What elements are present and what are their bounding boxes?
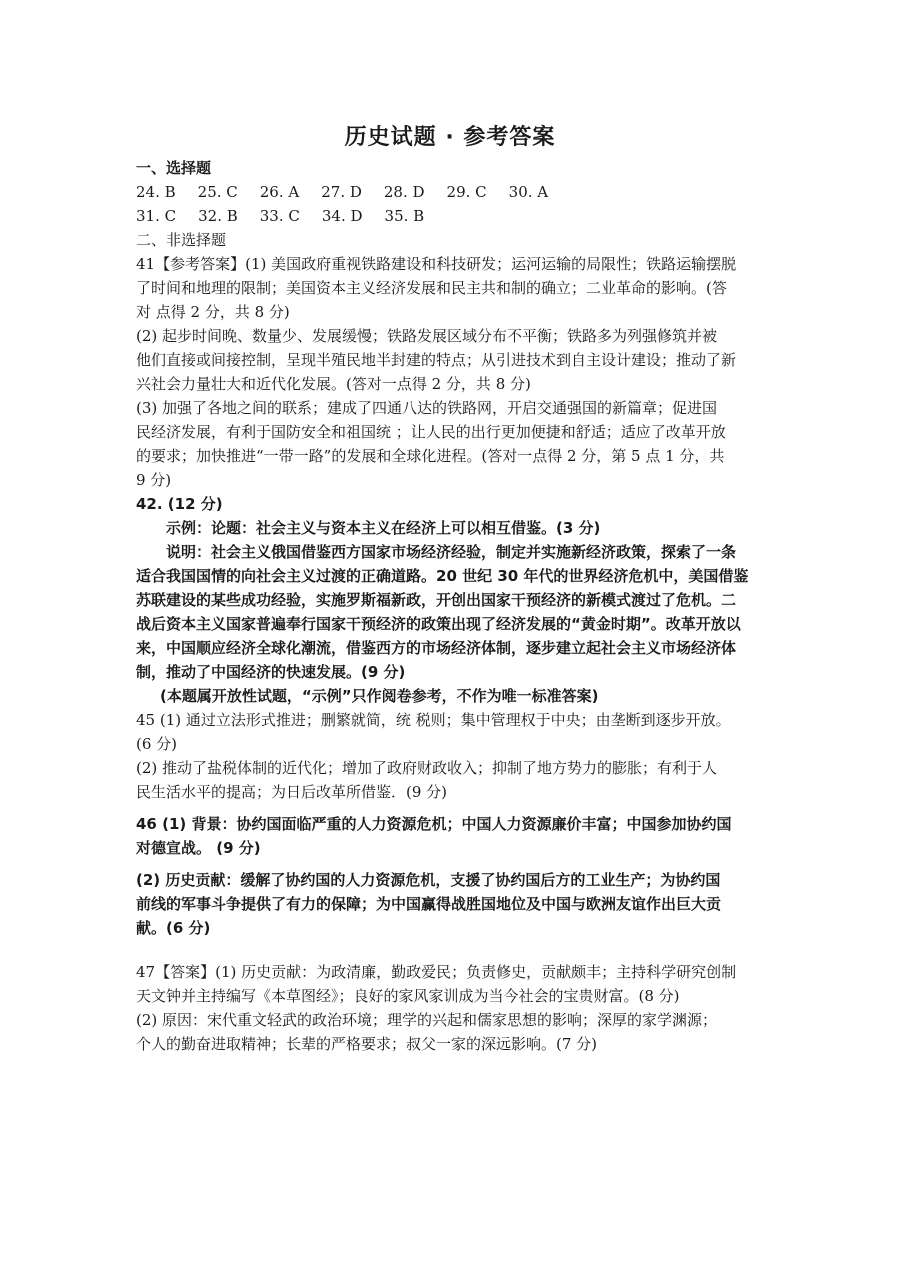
q45-line: 民生活水平的提高；为日后改革所借鉴．(9 分) [136,783,448,801]
q41-line: 他们直接或间接控制，呈现半殖民地半封建的特点；从引进技术到自主设计建设；推动了新 [136,351,737,369]
q45-line: 45 (1) 通过立法形式推进；删繁就简，统 税则；集中管理权于中央；由垄断到逐步开放。 [136,711,731,729]
q41-line: 民经济发展，有利于国防安全和祖国统 ；让人民的出行更加便捷和舒适；适应了改革开放 [136,423,726,441]
q42-example: 示例：论题：社会主义与资本主义在经济上可以相互借鉴。(3 分) [166,519,601,537]
choice-answer: 34. D [321,207,363,225]
q47-line: 天文钟并主持编写《本草图经》；良好的家风家训成为当今社会的宝贵财富。(8 分) [136,987,680,1005]
q42-note: (本题属开放性试题，“示例”只作阅卷参考，不作为唯一标准答案) [160,687,599,705]
q41-line: (3) 加强了各地之间的联系；建成了四通八达的铁路网，开启交通强国的新篇章；促进国 [136,399,718,417]
q42-explain-line: 战后资本主义国家普遍奉行国家干预经济的政策出现了经济发展的“黄金时期”。改革开放以 [136,615,741,633]
choice-answer: 35. B [384,207,425,225]
q41-line: 41【参考答案】(1) 美国政府重视铁路建设和科技研发；运河运输的局限性；铁路运输摆脱 [136,255,737,273]
choice-answer: 32. B [198,207,238,225]
q42-explain-line: 苏联建设的某些成功经验，实施罗斯福新政，开创出国家干预经济的新模式渡过了危机。二 [136,591,737,609]
q41-line: 的要求；加快推进“一带一路”的发展和全球化进程。(答对一点得 2 分，第 5 点 1 分，共 [136,447,725,465]
q47-line: 47【答案】(1) 历史贡献：为政清廉，勤政爱民；负责修史，贡献颇丰；主持科学研究创制 [136,963,737,981]
q42-explain-line: 来，中国顺应经济全球化潮流，借鉴西方的市场经济体制，逐步建立起社会主义市场经济体 [136,639,737,657]
q45-line: (2) 推动了盐税体制的近代化；增加了政府财政收入；抑制了地方势力的膨胀；有利于人 [136,759,718,777]
q42-explain-line: 制，推动了中国经济的快速发展。(9 分) [136,663,406,681]
choice-answer: 31. C [136,207,177,225]
choice-answers-row-1 [136,182,570,202]
section-choice-heading: 一、选择题 [136,159,212,177]
q41-line: 对 点得 2 分，共 8 分) [136,303,290,321]
choice-answer: 33. C [259,207,300,225]
choice-answer: 27. D [321,183,362,201]
q42-heading: 42. (12 分) [136,495,223,513]
page-title: 历史试题 · 参考答案 [344,125,556,150]
q47-line: (2) 原因：宋代重文轻武的政治环境；理学的兴起和儒家思想的影响；深厚的家学渊源； [136,1011,718,1029]
choice-answer: 30. A [508,183,549,201]
q41-line: (2) 起步时间晚、数量少、发展缓慢；铁路发展区域分布不平衡；铁路多为列强修筑并被 [136,327,718,345]
q41-line: 9 分) [136,471,172,489]
q46-line: (2) 历史贡献：缓解了协约国的人力资源危机，支援了协约国后方的工业生产；为协约国 [136,871,721,889]
q41-line: 了时间和地理的限制；美国资本主义经济发展和民主共和制的确立；二业革命的影响。(答 [136,279,727,297]
choice-answer: 24. B [136,183,176,201]
section-nonchoice-heading: 二、非选择题 [136,231,227,249]
q46-line: 对德宣战。 (9 分) [136,839,261,857]
q46-line: 前线的军事斗争提供了有力的保障；为中国赢得战胜国地位及中国与欧洲友谊作出巨大贡 [136,895,722,913]
q47-line: 个人的勤奋进取精神；长辈的严格要求；叔父一家的深远影响。(7 分) [136,1035,598,1053]
choice-answer: 29. C [446,183,487,201]
q46-line: 46 (1) 背景：协约国面临严重的人力资源危机；中国人力资源廉价丰富；中国参加协约国 [136,815,732,833]
q46-line: 献。(6 分) [136,919,211,937]
choice-answer: 28. D [383,183,425,201]
choice-answer: 26. A [259,183,300,201]
q41-line: 兴社会力量壮大和近代化发展。(答对一点得 2 分，共 8 分) [136,375,531,393]
q45-line: (6 分) [136,735,178,753]
choice-answers-row-2 [136,206,446,226]
choice-answer: 25. C [197,183,238,201]
q42-explain-line: 适合我国国情的向社会主义过渡的正确道路。20 世纪 30 年代的世界经济危机中，美国借鉴 [136,567,749,585]
q42-explain-line: 说明：社会主义俄国借鉴西方国家市场经济经验，制定并实施新经济政策，探索了一条 [166,543,737,561]
